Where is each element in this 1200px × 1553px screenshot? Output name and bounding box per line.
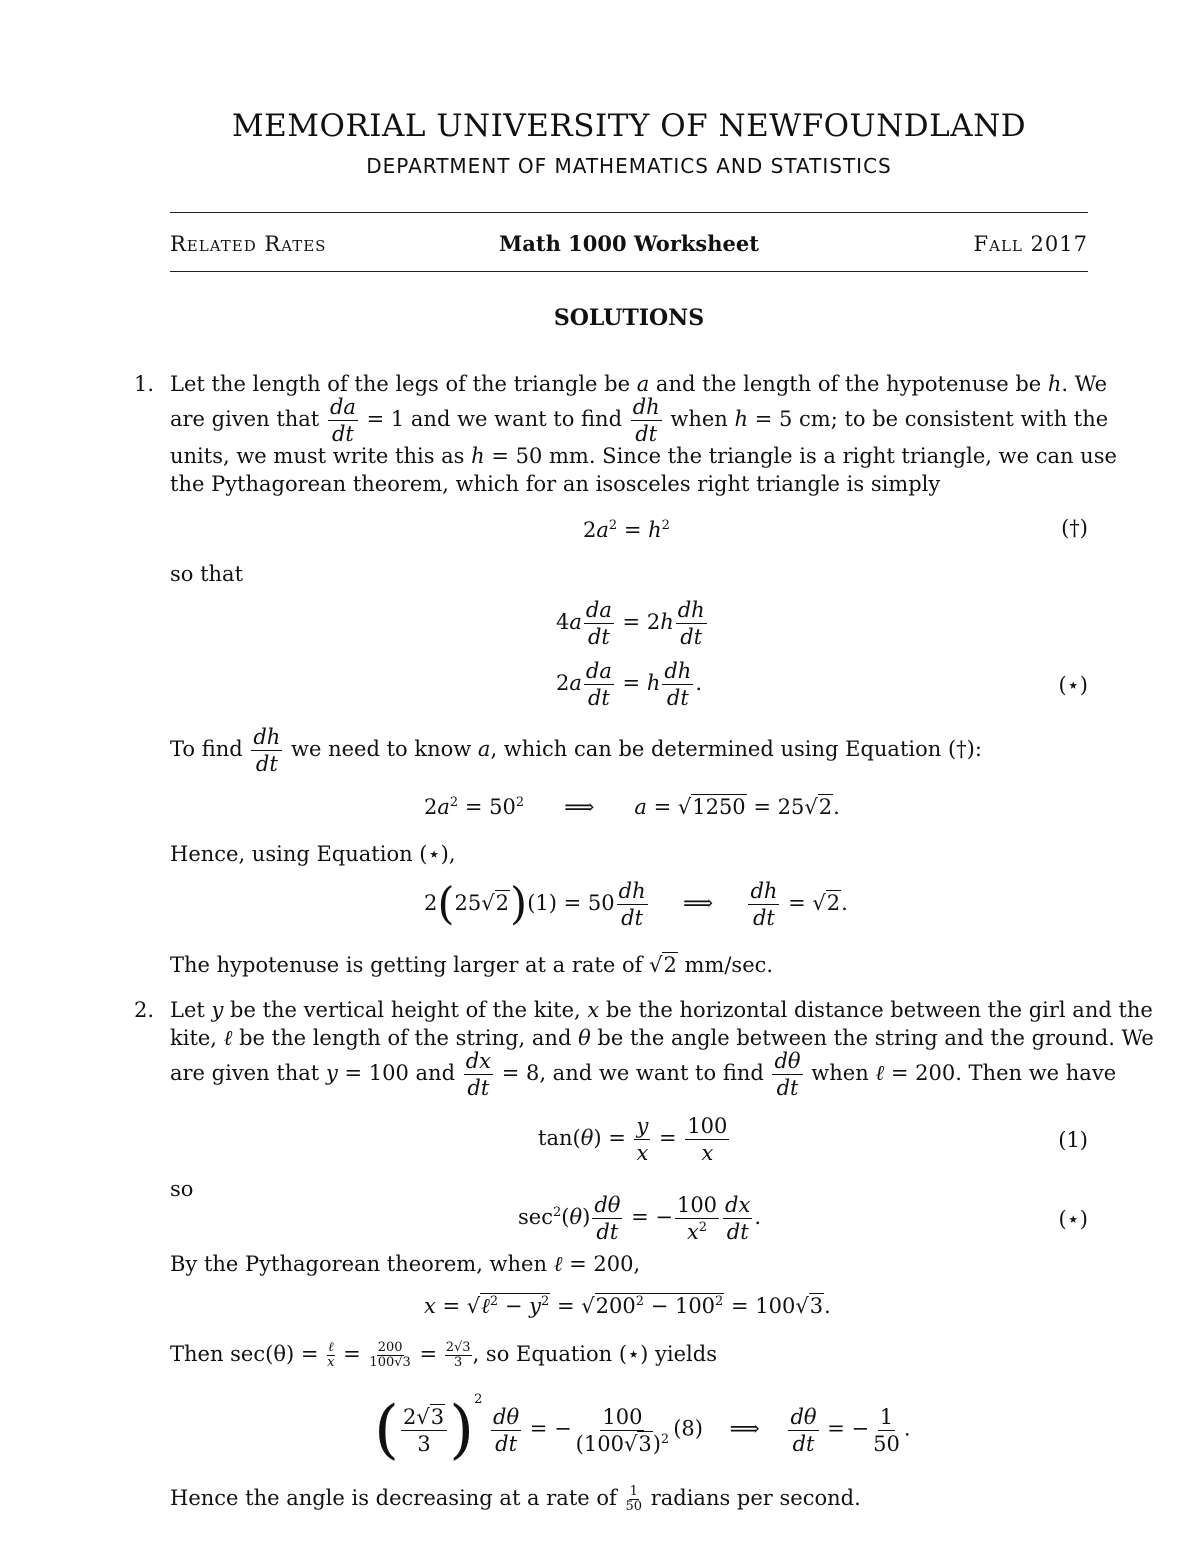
page-title: SOLUTIONS [553,305,705,331]
eq-solve-dhdt: 2(25√2)(1) = 50 $\frac{dh}{dt}$ ⟹ $\frac{dh}{dt}$ = √2. [424,878,848,930]
department-name: DEPARTMENT OF MATHEMATICS AND STATISTICS [366,154,892,178]
eq-solve-dthetadt: ( $\frac{2√3}{3}$ )$^2$ $\frac{d\theta}{dt}$ = − $\frac{100}{(100√3)^2}$ (8) ⟹ $\frac{d\theta}{dt}$ = − $\frac{1}{50}$ . [374,1392,911,1467]
tag-star-1: (⋆) [1058,673,1088,697]
header-center: Math 1000 Worksheet [499,231,759,256]
eq-solve-a: $2a^2 = 50^2$ ⟹ a = √1250 = 25√2. [424,795,840,819]
problem-1-number: 1. [134,372,155,396]
p1-line-4: the Pythagorean theorem, which for an isosceles right triangle is simply [170,472,941,496]
header-right: Fall 2017 [973,232,1088,256]
tag-star-2: (⋆) [1058,1207,1088,1231]
p2-conclusion: Hence the angle is decreasing at a rate of $\frac{1}{50}$ radians per second. [170,1484,861,1514]
eq-tan: tan(θ) = $\frac{y}{x}$ = $\frac{100}{x}$ [538,1114,728,1165]
header-left: Related Rates [170,232,327,256]
p1-to-find: To find $\frac{dh}{dt}$ we need to know a, which can be determined using Equation (†): [170,725,982,776]
eq-pythagoras: $2a^2 = h^2$ [583,518,670,542]
p2-line-3: are given that y = 100 and $\frac{dx}{dt}$ = 8, and we want to find $\frac{d\theta}{dt}$ when ℓ = 200. Then we have [170,1049,1117,1100]
p2-then-sec: Then sec(θ) = ℓ x = $\frac{200}{100√3}$ = $\frac{2√3}{3}$ , so Equation (⋆) yields [170,1340,717,1370]
eq-solve-x: x = √ℓ$^2$ − $y^2 = √200^2 - 100^2 = 100√3$. [424,1294,831,1318]
tag-dagger: (†) [1061,516,1088,540]
university-name: MEMORIAL UNIVERSITY OF NEWFOUNDLAND [231,108,1027,144]
p1-hence: Hence, using Equation (⋆), [170,842,456,866]
tag-one: (1) [1058,1128,1088,1152]
p2-line-2: kite, ℓ be the length of the string, and θ be the angle between the string and the ground. We [170,1026,1154,1050]
p1-conclusion: The hypotenuse is getting larger at a rate of √2 mm/sec. [170,953,774,977]
problem-2-number: 2. [134,998,155,1022]
p1-so-that: so that [170,562,244,586]
p1-line-1: Let the length of the legs of the triangle be a and the length of the hypotenuse be h. We [170,372,1108,396]
p2-so: so [170,1177,194,1201]
p2-by-pythagoras: By the Pythagorean theorem, when ℓ = 200, [170,1252,641,1276]
header-bottom-rule [170,271,1088,272]
eq-derivative-2: 2a $\frac{da}{dt}$ = h $\frac{dh}{dt}$ . [556,659,703,710]
p2-line-1: Let y be the vertical height of the kite, x be the horizontal distance between the girl and the [170,998,1153,1022]
p1-line-3: units, we must write this as h = 50 mm. Since the triangle is a right triangle, we can use [170,444,1117,468]
header-top-rule [170,212,1088,213]
p1-line-2: are given that $\frac{da}{dt}$ = 1 and we want to find $\frac{dh}{dt}$ when h = 5 cm; to be consistent with the [170,395,1109,446]
eq-sec-derivative: $\sec^2(\theta)$ $\frac{d\theta}{dt}$ = − $\frac{100}{x^2}$ $\frac{dx}{dt}$ . [518,1193,762,1244]
eq-derivative-1: 4a $\frac{da}{dt}$ = 2h $\frac{dh}{dt}$ [556,598,705,649]
